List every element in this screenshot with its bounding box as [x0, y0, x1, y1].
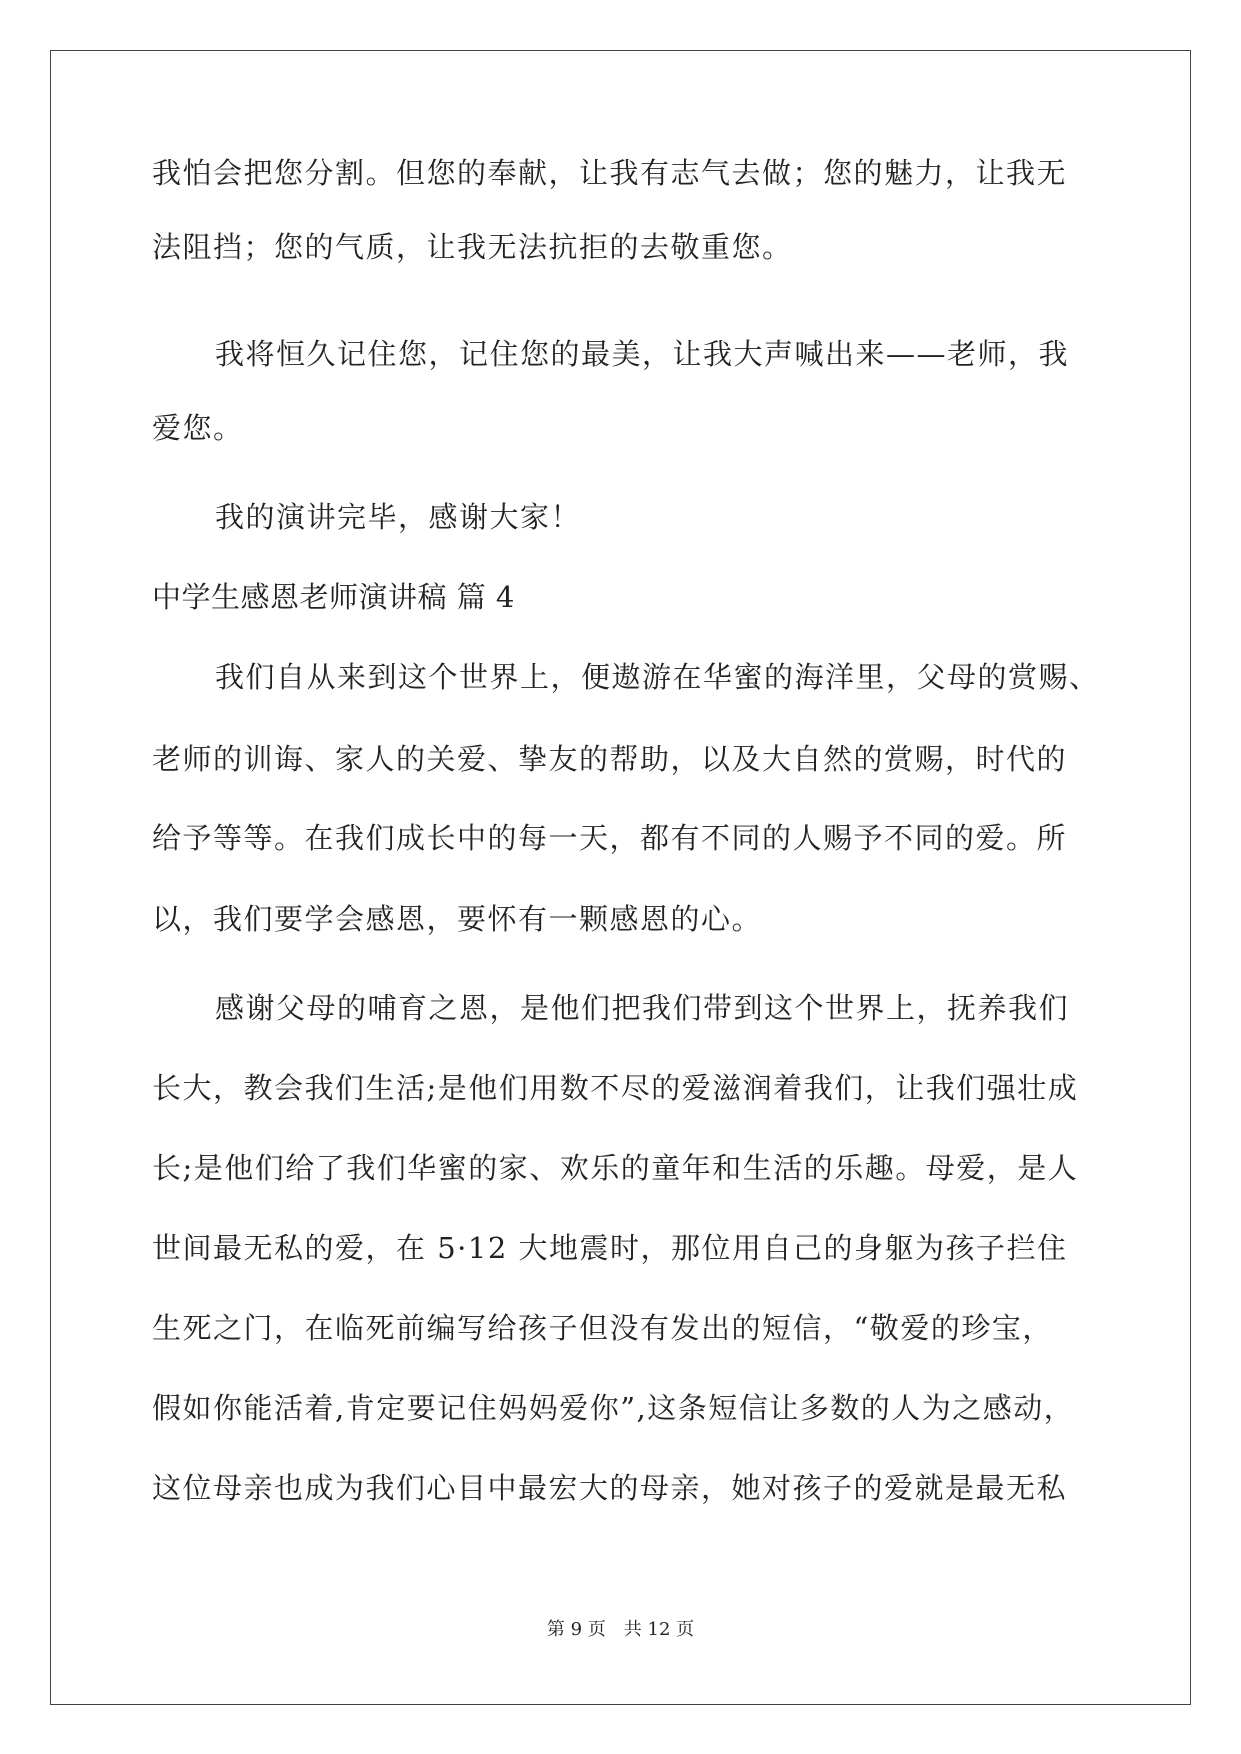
text-line: 长大，教会我们生活;是他们用数不尽的爱滋润着我们，让我们强壮成: [152, 1071, 1079, 1105]
text-line: 这位母亲也成为我们心目中最宏大的母亲，她对孩子的爱就是最无私: [152, 1471, 1068, 1505]
text-line: 生死之门，在临死前编写给孩子但没有发出的短信，“敬爱的珍宝，: [152, 1311, 1053, 1345]
page-number-footer: 第 9 页 共 12 页: [546, 1619, 695, 1640]
text-line: 我的演讲完毕，感谢大家！: [215, 500, 582, 534]
text-line: 老师的训诲、家人的关爱、挚友的帮助，以及大自然的赏赐，时代的: [152, 742, 1068, 776]
text-line: 假如你能活着,肯定要记住妈妈爱你”,这条短信让多数的人为之感动，: [152, 1391, 1075, 1425]
section-heading: 中学生感恩老师演讲稿 篇 4: [152, 580, 515, 614]
text-line: 长;是他们给了我们华蜜的家、欢乐的童年和生活的乐趣。母爱，是人: [152, 1151, 1079, 1185]
text-line: 爱您。: [152, 411, 244, 445]
text-line: 世间最无私的爱，在 5·12 大地震时，那位用自己的身躯为孩子拦住: [152, 1231, 1068, 1265]
text-line: 我怕会把您分割。但您的奉献，让我有志气去做；您的魅力，让我无: [152, 156, 1068, 190]
text-line: 给予等等。在我们成长中的每一天，都有不同的人赐予不同的爱。所: [152, 821, 1068, 855]
text-line: 我将恒久记住您，记住您的最美，让我大声喊出来——老师，我: [215, 337, 1070, 371]
text-line: 以，我们要学会感恩，要怀有一颗感恩的心。: [152, 902, 763, 936]
text-line: 法阻挡；您的气质，让我无法抗拒的去敬重您。: [152, 230, 793, 264]
page-border: [50, 50, 1191, 1705]
text-line: 我们自从来到这个世界上，便遨游在华蜜的海洋里，父母的赏赐、: [215, 660, 1100, 694]
text-line: 感谢父母的哺育之恩，是他们把我们带到这个世界上，抚养我们: [215, 991, 1070, 1025]
